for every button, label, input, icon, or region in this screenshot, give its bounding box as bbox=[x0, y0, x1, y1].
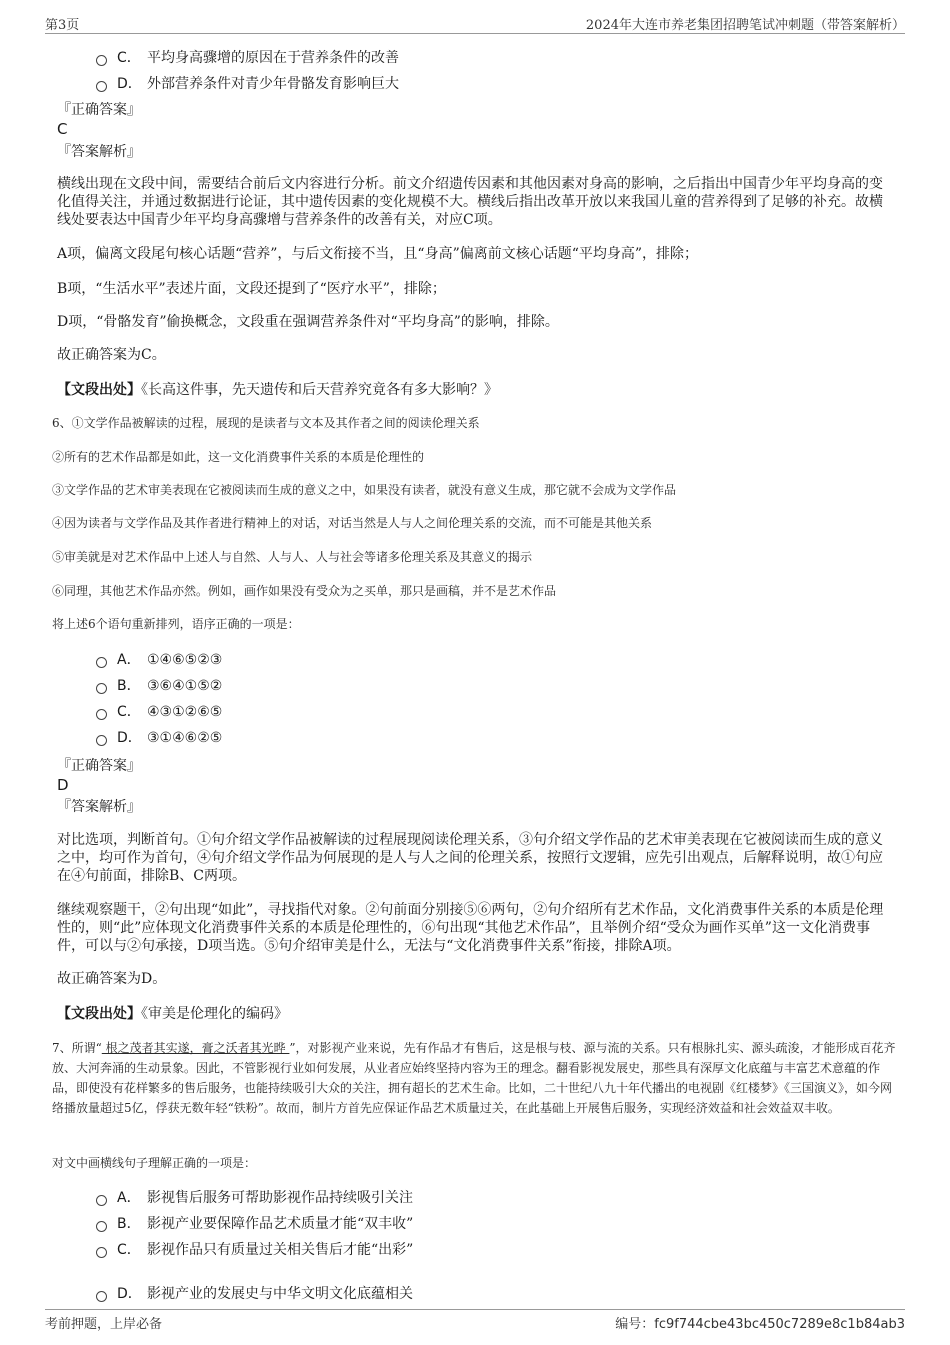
q6-sentence-6: ⑥同理，其他艺术作品亦然。例如，画作如果没有受众为之买单，那只是画稿，并不是艺术作品 bbox=[52, 584, 557, 598]
q5-analysis-p3: B项，“生活水平”表述片面，文段还提到了“医疗水平”，排除； bbox=[57, 281, 446, 297]
q6-option-c[interactable]: C． ④③①②⑥⑤ bbox=[96, 702, 222, 722]
q5-option-d[interactable]: D． 外部营养条件对青少年骨骼发育影响巨大 bbox=[96, 74, 399, 94]
q5-analysis-label: 『答案解析』 bbox=[57, 144, 141, 160]
q7-option-d[interactable]: D． 影视产业的发展史与中华文明文化底蕴相关 bbox=[96, 1284, 413, 1304]
q7-underlined-sentence: 根之茂者其实遂，膏之沃者其光晔 bbox=[101, 1041, 290, 1055]
q6-option-a[interactable]: A． ①④⑥⑤②③ bbox=[96, 650, 222, 670]
radio-icon[interactable] bbox=[96, 55, 107, 66]
q5-answer-label: 『正确答案』 bbox=[57, 102, 141, 118]
q5-analysis-p5: 故正确答案为C。 bbox=[57, 347, 166, 363]
q6-sentence-2: ②所有的艺术作品都是如此，这一文化消费事件关系的本质是伦理性的 bbox=[52, 450, 425, 464]
q6-sentence-5: ⑤审美就是对艺术作品中上述人与自然、人与人、人与社会等诸多伦理关系及其意义的揭示 bbox=[52, 550, 533, 564]
radio-icon[interactable] bbox=[96, 1221, 107, 1232]
q5-answer: C bbox=[57, 120, 68, 138]
radio-icon[interactable] bbox=[96, 683, 107, 694]
radio-icon[interactable] bbox=[96, 1195, 107, 1206]
q6-answer-label: 『正确答案』 bbox=[57, 758, 141, 774]
q5-option-c[interactable]: C． 平均身高骤增的原因在于营养条件的改善 bbox=[96, 48, 399, 68]
q5-analysis-p4: D项，“骨骼发育”偷换概念，文段重在强调营养条件对“平均身高”的影响，排除。 bbox=[57, 314, 559, 330]
header-divider bbox=[45, 33, 905, 34]
q7-prompt: 对文中画横线句子理解正确的一项是： bbox=[52, 1156, 257, 1170]
q6-prompt: 将上述6个语句重新排列，语序正确的一项是： bbox=[52, 617, 300, 631]
q6-sentence-4: ④因为读者与文学作品及其作者进行精神上的对话，对话当然是人与人之间伦理关系的交流，而不可能是其他关系 bbox=[52, 516, 653, 530]
q6-option-d[interactable]: D． ③①④⑥②⑤ bbox=[96, 728, 222, 748]
q6-analysis-p2: 继续观察题干，②句出现“如此”，寻找指代对象。②句前面分别接⑤⑥两句，②句介绍所有艺术作品，文化消费事件关系的本质是伦理性的，则“此”应体现文化消费事件关系的本质是伦理性的，⑥句出现“其他艺术作品”，且举例介绍“受众为画作买单”这一文化消费事件，可以与②句承接，D项当选。⑤句介绍审美是什么，无法与“文化消费事件关系”衔接，排除A项。 bbox=[57, 902, 884, 954]
q6-analysis-label: 『答案解析』 bbox=[57, 799, 141, 815]
q6-analysis-p1: 对比选项，判断首句。①句介绍文学作品被解读的过程展现阅读伦理关系，③句介绍文学作品的艺术审美表现在它被阅读而生成的意义之中，均可作为首句，④句介绍文学作品为何展现的是人与人之间的伦理关系，按照行文逻辑，应先引出观点，后解释说明，故①句应在④句前面，排除B、C两项。 bbox=[57, 832, 883, 884]
q7-option-c[interactable]: C． 影视作品只有质量过关相关售后才能“出彩” bbox=[96, 1240, 413, 1260]
q7-stem: 7、所谓“ 根之茂者其实遂，膏之沃者其光晔 ”，对影视产业来说，先有作品才有售后，这是根与枝、源与流的关系。只有根脉扎实、源头疏浚，才能形成百花齐放、大河奔涌的生动景象。因此，不管影视行业如何发展，从业者应始终坚持内容为王的理念。翻看影视发展史，那些具有深厚文化底蕴与丰富艺术意蕴的作品，即使没有花样繁多的售后服务，也能持续吸引大众的关注，拥有超长的艺术生命。比如，二十世纪八九十年代播出的电视剧《红楼梦》《三国演义》，如今网络播放量超过5亿，俘获无数年轻“铁粉”。故而，制片方首先应保证作品艺术质量过关，在此基础上开展售后服务，实现经济效益和社会效益双丰收。 bbox=[52, 1041, 896, 1115]
footer-code: 编号：fc9f744cbe43bc450c7289e8c1b84ab3 bbox=[615, 1317, 905, 1332]
q6-sentence-3: ③文学作品的艺术审美表现在它被阅读而生成的意义之中，如果没有读者，就没有意义生成，那它就不会成为文学作品 bbox=[52, 483, 677, 497]
radio-icon[interactable] bbox=[96, 735, 107, 746]
q5-source: 【文段出处】《长高这件事，先天遗传和后天营养究竟各有多大影响？》 bbox=[57, 382, 498, 398]
radio-icon[interactable] bbox=[96, 709, 107, 720]
radio-icon[interactable] bbox=[96, 1247, 107, 1258]
footer-divider bbox=[45, 1309, 905, 1310]
q6-sentence-1: 6、①文学作品被解读的过程，展现的是读者与文本及其作者之间的阅读伦理关系 bbox=[52, 416, 480, 430]
document-title: 2024年大连市养老集团招聘笔试冲刺题（带答案解析） bbox=[585, 18, 905, 33]
q6-analysis-p3: 故正确答案为D。 bbox=[57, 971, 167, 987]
q5-analysis-p1: 横线出现在文段中间，需要结合前后文内容进行分析。前文介绍遗传因素和其他因素对身高的影响，之后指出中国青少年平均身高的变化值得关注，并通过数据进行论证，其中遗传因素的变化规模不大。横线后指出改革开放以来我国儿童的营养得到了足够的补充。故横线处要表达中国青少年平均身高骤增与营养条件的改善有关，对应C项。 bbox=[57, 176, 883, 228]
q6-source: 【文段出处】《审美是伦理化的编码》 bbox=[57, 1006, 288, 1022]
radio-icon[interactable] bbox=[96, 1291, 107, 1302]
q7-option-b[interactable]: B． 影视产业要保障作品艺术质量才能“双丰收” bbox=[96, 1214, 413, 1234]
page-number: 第3页 bbox=[45, 18, 80, 33]
radio-icon[interactable] bbox=[96, 81, 107, 92]
q6-option-b[interactable]: B． ③⑥④①⑤② bbox=[96, 676, 222, 696]
q7-option-a[interactable]: A． 影视售后服务可帮助影视作品持续吸引关注 bbox=[96, 1188, 413, 1208]
footer-slogan: 考前押题，上岸必备 bbox=[45, 1317, 163, 1332]
q6-answer: D bbox=[57, 776, 69, 794]
q5-analysis-p2: A项，偏离文段尾句核心话题“营养”，与后文衔接不当，且“身高”偏离前文核心话题“平均身高”，排除； bbox=[57, 246, 699, 262]
radio-icon[interactable] bbox=[96, 657, 107, 668]
